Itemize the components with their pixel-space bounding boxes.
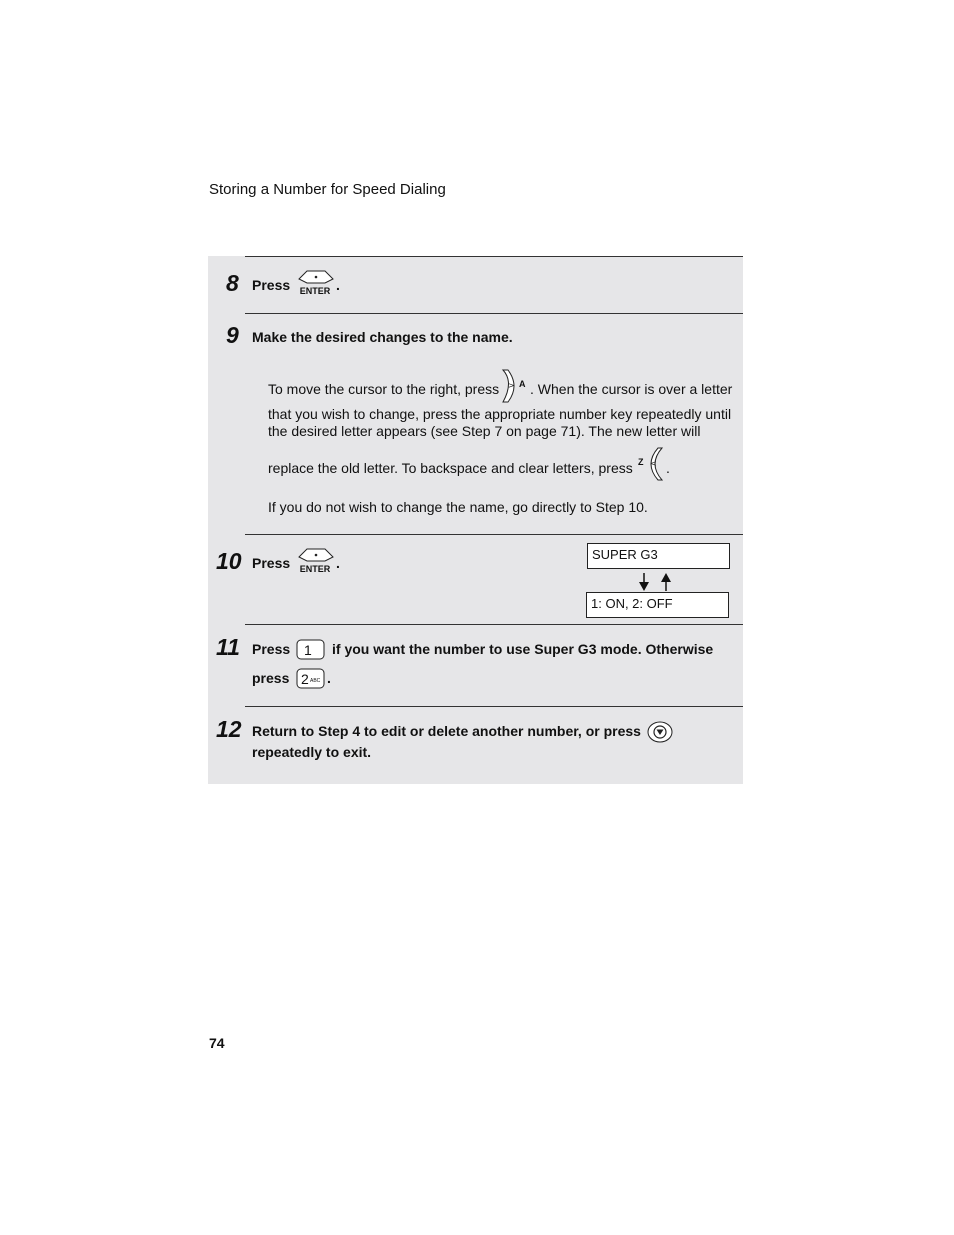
- scroll-arrows-icon: [636, 571, 676, 593]
- left-key-label: Z: [638, 457, 644, 467]
- step-10-press: Press: [252, 555, 291, 571]
- step-9-text: that you wish to change, press the appropriate number key repeatedly until: [268, 406, 732, 422]
- key-2-sublabel: ABC: [310, 678, 321, 684]
- step-11-press: press: [252, 670, 290, 686]
- step-11-period: .: [327, 670, 331, 686]
- svg-text:>: >: [508, 381, 515, 390]
- key-1-icon: [296, 639, 326, 661]
- enter-key-label: ENTER: [299, 564, 331, 574]
- step-12-text: repeatedly to exit.: [252, 744, 372, 760]
- enter-key-label: ENTER: [299, 286, 331, 296]
- step-8-period: .: [336, 277, 340, 293]
- stop-key-icon: [647, 721, 675, 743]
- step-9-text: . When the cursor is over a letter: [530, 381, 733, 397]
- divider: [245, 534, 743, 535]
- left-arrow-key-icon: [636, 446, 668, 482]
- lcd-display: SUPER G3: [587, 543, 730, 569]
- key-2-label: 2: [301, 671, 309, 687]
- step-10-period: .: [336, 555, 340, 571]
- step-9-text: replace the old letter. To backspace and clear letters, press: [268, 460, 633, 476]
- key-2-icon: [296, 668, 326, 690]
- step-9-heading: Make the desired changes to the name.: [252, 329, 513, 345]
- step-9-text: To move the cursor to the right, press: [268, 381, 500, 397]
- divider: [245, 313, 743, 314]
- divider: [245, 256, 743, 257]
- right-arrow-key-icon: [500, 368, 532, 404]
- step-8-press: Press: [252, 277, 291, 293]
- step-number: 9: [226, 322, 239, 348]
- page-header: Storing a Number for Speed Dialing: [209, 181, 446, 198]
- step-number: 11: [216, 634, 240, 660]
- step-11-text: if you want the number to use Super G3 mode. Otherwise: [332, 641, 714, 657]
- page-number: 74: [209, 1035, 225, 1051]
- step-number: 8: [226, 270, 239, 296]
- divider: [245, 624, 743, 625]
- step-12-text: Return to Step 4 to edit or delete another number, or press: [252, 723, 641, 739]
- lcd-display: 1: ON, 2: OFF: [586, 592, 729, 618]
- key-1-label: 1: [304, 642, 312, 658]
- right-key-label: A: [519, 379, 526, 389]
- step-9-text: If you do not wish to change the name, go directly to Step 10.: [268, 499, 648, 515]
- svg-text:<: <: [650, 459, 657, 468]
- step-number: 12: [216, 716, 242, 742]
- enter-key-icon: [296, 269, 336, 297]
- enter-key-icon: [296, 547, 336, 575]
- step-number: 10: [216, 548, 242, 574]
- divider: [245, 706, 743, 707]
- step-9-text: .: [666, 460, 670, 476]
- step-11-press: Press: [252, 641, 291, 657]
- step-9-text: the desired letter appears (see Step 7 on page 71). The new letter will: [268, 423, 701, 439]
